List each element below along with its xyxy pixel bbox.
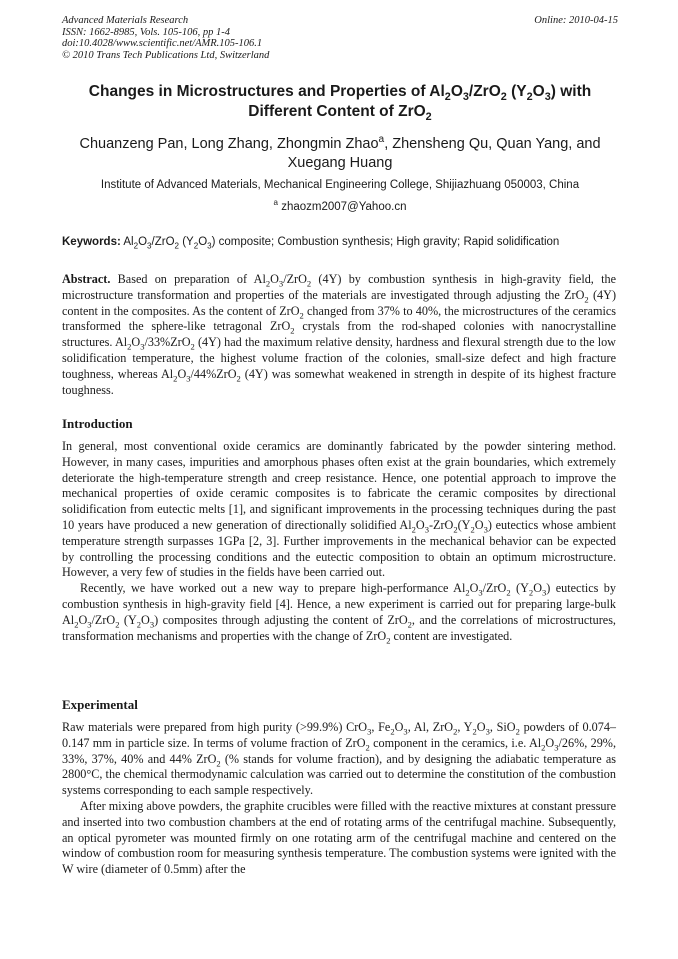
introduction-paragraph-2: Recently, we have worked out a new way to prepare high-performance $Al_2O_3/ZrO_2$ $(Y_2O_3)$ eutectics by combustion synthesis in high-gravity field [4]. Hence, a new experiment is carried out for preparing large-bulk $Al_2O_3/ZrO_2$ $(Y_2O_3)$ composites through adjusting the content of ZrO$_2$, and the correlations of microstructures, transformation mechanisms and properties with the change of ZrO$_2$ content are investigated.: [62, 581, 616, 645]
introduction-body: [62, 439, 616, 644]
journal-copyright: © 2010 Trans Tech Publications Ltd, Switzerland: [62, 49, 270, 61]
affiliation: Institute of Advanced Materials, Mechanical Engineering College, Shijiazhuang 050003, China: [100, 179, 580, 191]
journal-issn: ISSN: 1662-8985, Vols. 105-106, pp 1-4: [62, 26, 230, 38]
introduction-heading: Introduction: [62, 416, 133, 431]
keywords: Keywords: $Al_2O_3/ZrO_2$ $(Y_2O_3)$ composite; Combustion synthesis; High gravity; Rapid solidification: [62, 236, 560, 251]
journal-name: Advanced Materials Research: [62, 15, 189, 26]
author-email: $^a$ zhaozm2007@Yahoo.cn: [273, 198, 407, 213]
online-date: Online: 2010-04-15: [534, 15, 618, 26]
experimental-heading: Experimental: [62, 697, 138, 712]
abstract: Abstract. Based on preparation of $Al_2O_3/ZrO_2$ (4Y) by combustion synthesis in high-gravity field, the microstructure transformation and properties of the materials are investigated through adjusting the ZrO$_2$ (4Y) content in the composites. As the content of ZrO$_2$ changed from 37% to 40%, the microstructures of the ceramics transformed the sphere-like tetragonal ZrO$_2$ crystals from the rod-shaped colonies with nanocrystalline structures. $Al_2O_3/33\%ZrO_2$ (4Y) had the maximum relative density, hardness and flexural strength due to the low solidification temperature, the highest volume fraction of the colonies, small-size defect and high fracture toughness, whereas $Al_2O_3/44\%ZrO_2$ (4Y) was somewhat weakened in strength in despite of its highest fracture toughness.: [62, 272, 617, 397]
experimental-paragraph-1: Raw materials were prepared from high purity (>99.9%) CrO$_3$, $Fe_2O_3$, Al, ZrO$_2$, $Y_2O_3$, SiO$_2$ powders of 0.074–0.147 mm in particle size. In terms of volume fraction of ZrO$_2$ component in the ceramics, i.e. $Al_2O_3/26\%$, 29%, 33%, 37%, 40% and 44% ZrO$_2$ (% stands for volume fraction), and by designing the adiabatic temperature as 2800°C, the chemical thermodynamic calculation was carried out to determine the constitution of the combustion systems corresponding to each sample respectively.: [62, 720, 617, 798]
keywords-label: Keywords:: [62, 236, 121, 248]
paper-title: Changes in Microstructures and Properties of $Al_2O_3/ZrO_2$ $(Y_2O_3)$ with Different Content of ZrO$_2$: [88, 83, 592, 124]
journal-doi: doi:10.4028/www.scientific.net/AMR.105-106.1: [62, 38, 263, 49]
experimental-paragraph-2: After mixing above powders, the graphite crucibles were filled with the reactive mixtures at constant pressure and inserted into two combustion chambers at the end of rotating arms of the centrifugal machine. Subsequently, an optical pyrometer was mounted firmly on one rotating arm of the centrifugal machine and centered on the window of combustion room for measuring synthesis temperature. The combustion systems were ignited with the W wire (diameter of 0.5mm) after the: [62, 798, 616, 877]
introduction-paragraph-1: In general, most conventional oxide ceramics are dominantly fabricated by the powder sintering method. However, in many cases, impurities and amorphous phases often exist at the grain boundaries, which extremely deteriorate the high-temperature strength and creep resistance. Hence, one potential approach to improve the mechanical properties of oxide ceramic composites is to fabricate the ceramic composites by directional solidification from eutectic melts [1], and significant improvements in the processing techniques during the past 10 years have produced a new generation of directionally solidified $Al_2O_3-ZrO_2(Y_2O_3)$ eutectics whose ambient temperature strength surpasses 1GPa [2, 3]. Further improvements in the mechanical behavior can be expected by controlling the processing conditions and the eutectic composition to obtain an optimum microstructure. However, a very few of studies in the fields have been carried out.: [62, 439, 616, 580]
journal-header: [62, 15, 618, 61]
author-list: Chuanzeng Pan, Long Zhang, Zhongmin Zhao$^a$, Zhensheng Qu, Quan Yang, and Xuegang Huang: [79, 134, 601, 171]
abstract-label: Abstract.: [62, 272, 111, 286]
experimental-body: [62, 720, 616, 878]
